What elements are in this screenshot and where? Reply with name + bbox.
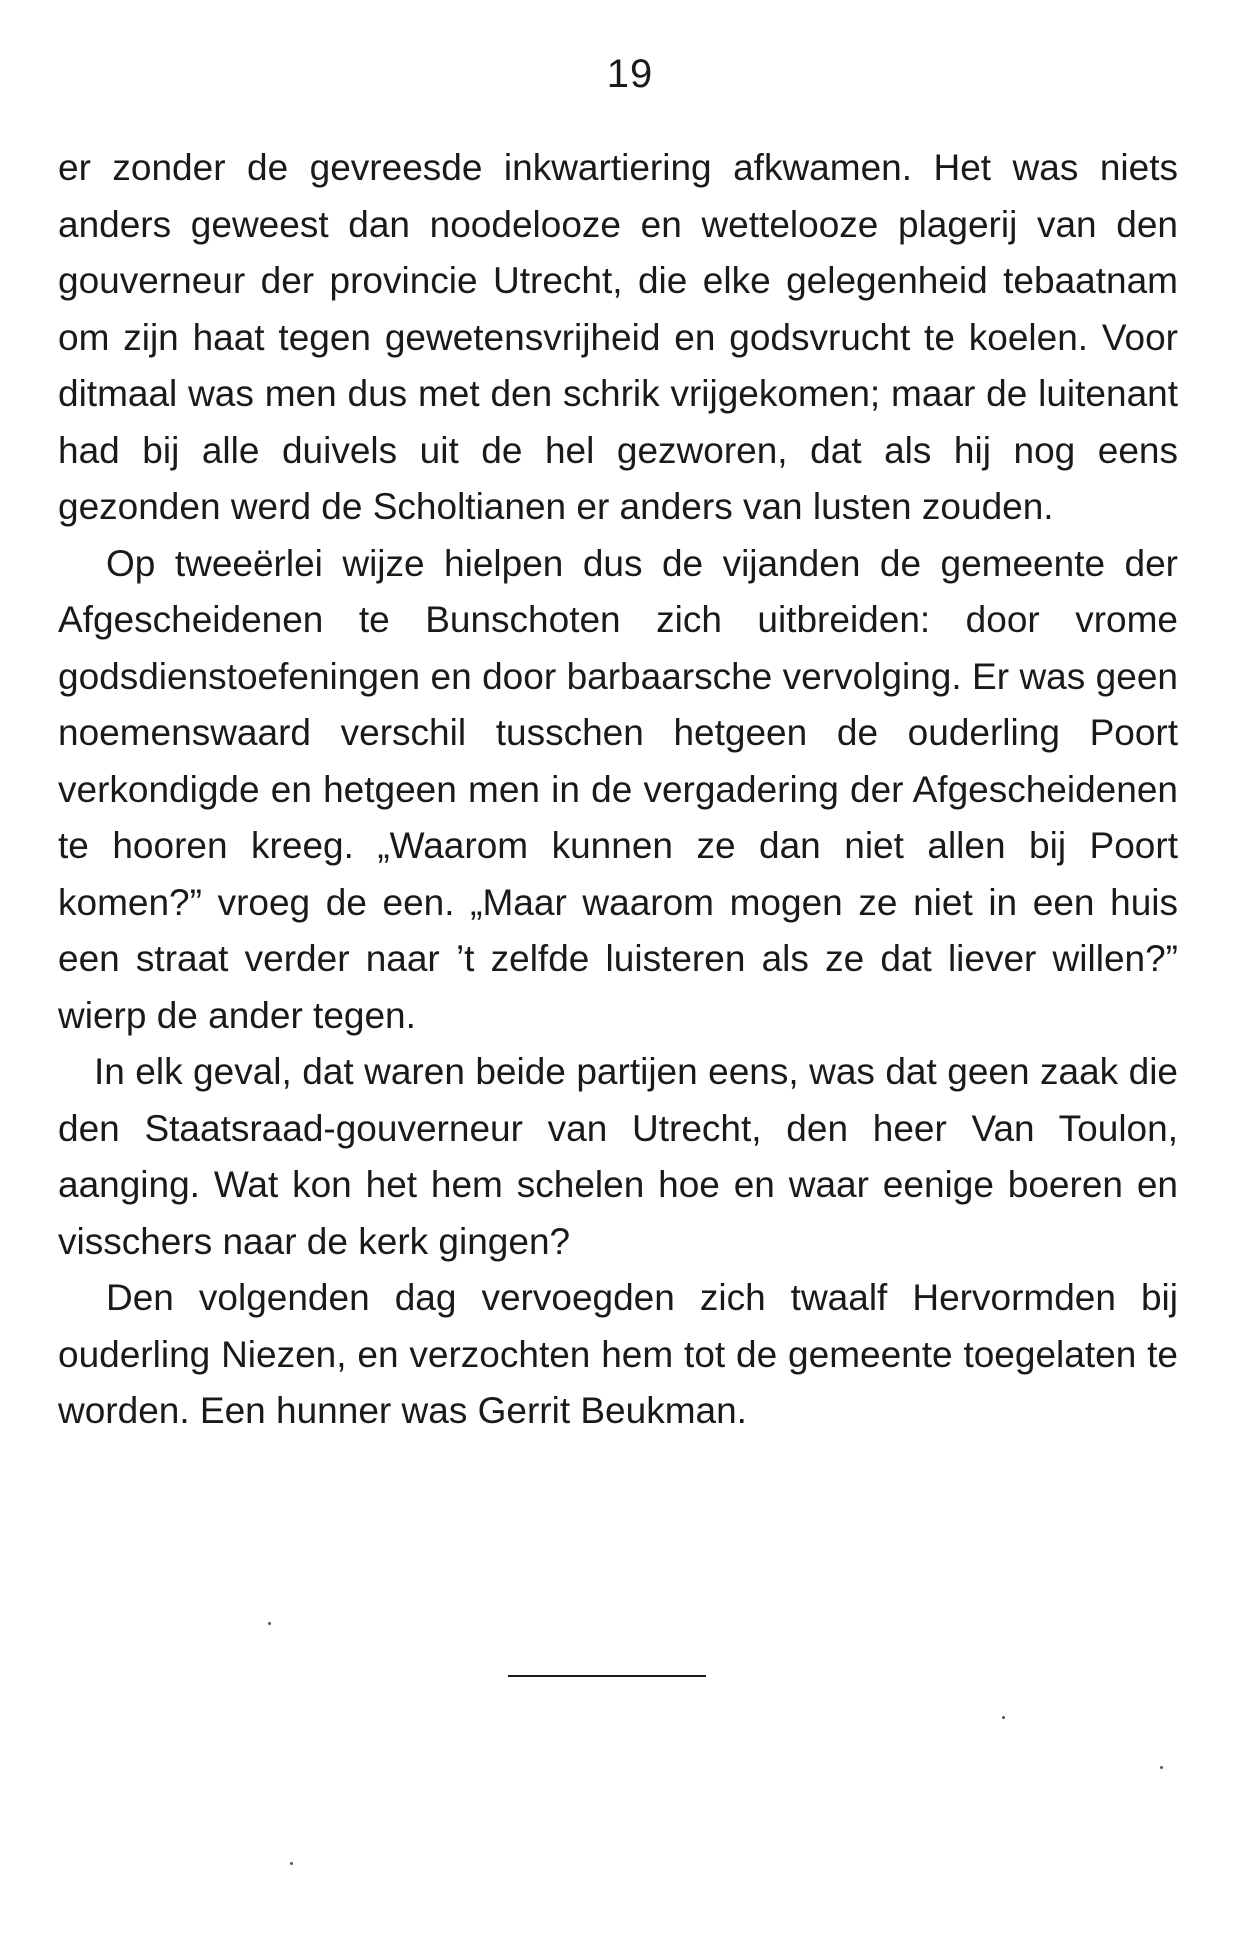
paragraph-4: Den volgenden dag vervoegden zich twaalf Hervormden bij ouderling Niezen, en verzochten hem tot de gemeente toegelaten te worden. Een hunner was Gerrit Beukman. (58, 1277, 1178, 1431)
body-text (58, 140, 1178, 1440)
scan-speck (290, 1862, 293, 1865)
scan-speck (1160, 1766, 1163, 1769)
scan-speck (268, 1622, 271, 1625)
paragraph-2: Op tweeërlei wijze hielpen dus de vijanden de gemeente der Afgescheidenen te Bunschoten zich uitbreiden: door vrome godsdienstoefeningen en door barbaarsche vervolging. Er was geen noemenswaard verschil tusschen hetgeen de ouderling Poort verkondigde en hetgeen men in de vergadering der Afgescheidenen te hooren kreeg. „Waarom kunnen ze dan niet allen bij Poort komen?” vroeg de een. „Maar waarom mogen ze niet in een huis een straat verder naar ’t zelfde luisteren als ze dat liever willen?” wierp de ander tegen. (58, 542, 1178, 1036)
scan-speck (1002, 1716, 1005, 1719)
page-number: 19 (606, 52, 654, 96)
paragraph-3: In elk geval, dat waren beide partijen eens, was dat geen zaak die den Staatsraad-gouverneur van Utrecht, den heer Van Toulon, aanging. Wat kon het hem schelen hoe en waar eenige boeren en visschers naar de kerk gingen? (58, 1051, 1178, 1262)
section-divider (508, 1675, 706, 1677)
paragraph-1: er zonder de gevreesde inkwartiering afkwamen. Het was niets anders geweest dan noodelooze en wettelooze plagerij van den gouverneur der provincie Utrecht, die elke gelegenheid tebaatnam om zijn haat tegen gewetensvrijheid en godsvrucht te koelen. Voor ditmaal was men dus met den schrik vrijgekomen; maar de luitenant had bij alle duivels uit de hel gezworen, dat als hij nog eens gezonden werd de Scholtianen er anders van lusten zouden. (58, 147, 1178, 527)
